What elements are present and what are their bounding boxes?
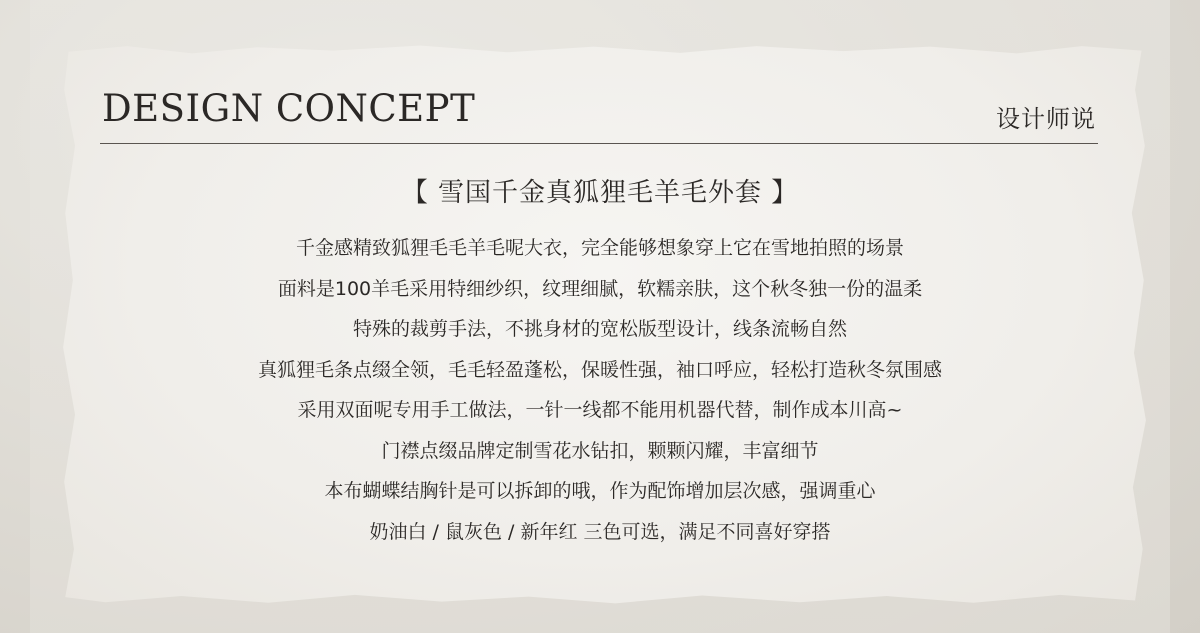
description-line: 真狐狸毛条点缀全领，毛毛轻盈蓬松，保暖性强，袖口呼应，轻松打造秋冬氛围感 xyxy=(257,358,942,381)
section-header xyxy=(100,85,1098,144)
description-line: 面料是100羊毛采用特细纱织，纹理细腻，软糯亲肤，这个秋冬独一份的温柔 xyxy=(277,277,923,300)
section-title-english: DESIGN CONCEPT xyxy=(102,87,476,130)
description-list xyxy=(0,228,1200,552)
description-line: 门襟点缀品牌定制雪花水钻扣，颗颗闪耀，丰富细节 xyxy=(381,439,819,462)
description-line: 奶油白 / 鼠灰色 / 新年红 三色可选，满足不同喜好穿搭 xyxy=(369,520,831,543)
description-line: 特殊的裁剪手法，不挑身材的宽松版型设计，线条流畅自然 xyxy=(352,318,847,340)
description-line: 千金感精致狐狸毛毛羊毛呢大衣，完全能够想象穿上它在雪地拍照的场景 xyxy=(295,237,904,259)
product-name: 【 雪国千金真狐狸毛羊毛外套 】 xyxy=(401,178,799,208)
description-line: 本布蝴蝶结胸针是可以拆卸的哦，作为配饰增加层次感，强调重心 xyxy=(324,480,876,502)
description-line: 采用双面呢专用手工做法，一针一线都不能用机器代替，制作成本川高~ xyxy=(297,399,903,421)
section-title-chinese: 设计师说 xyxy=(996,105,1096,133)
